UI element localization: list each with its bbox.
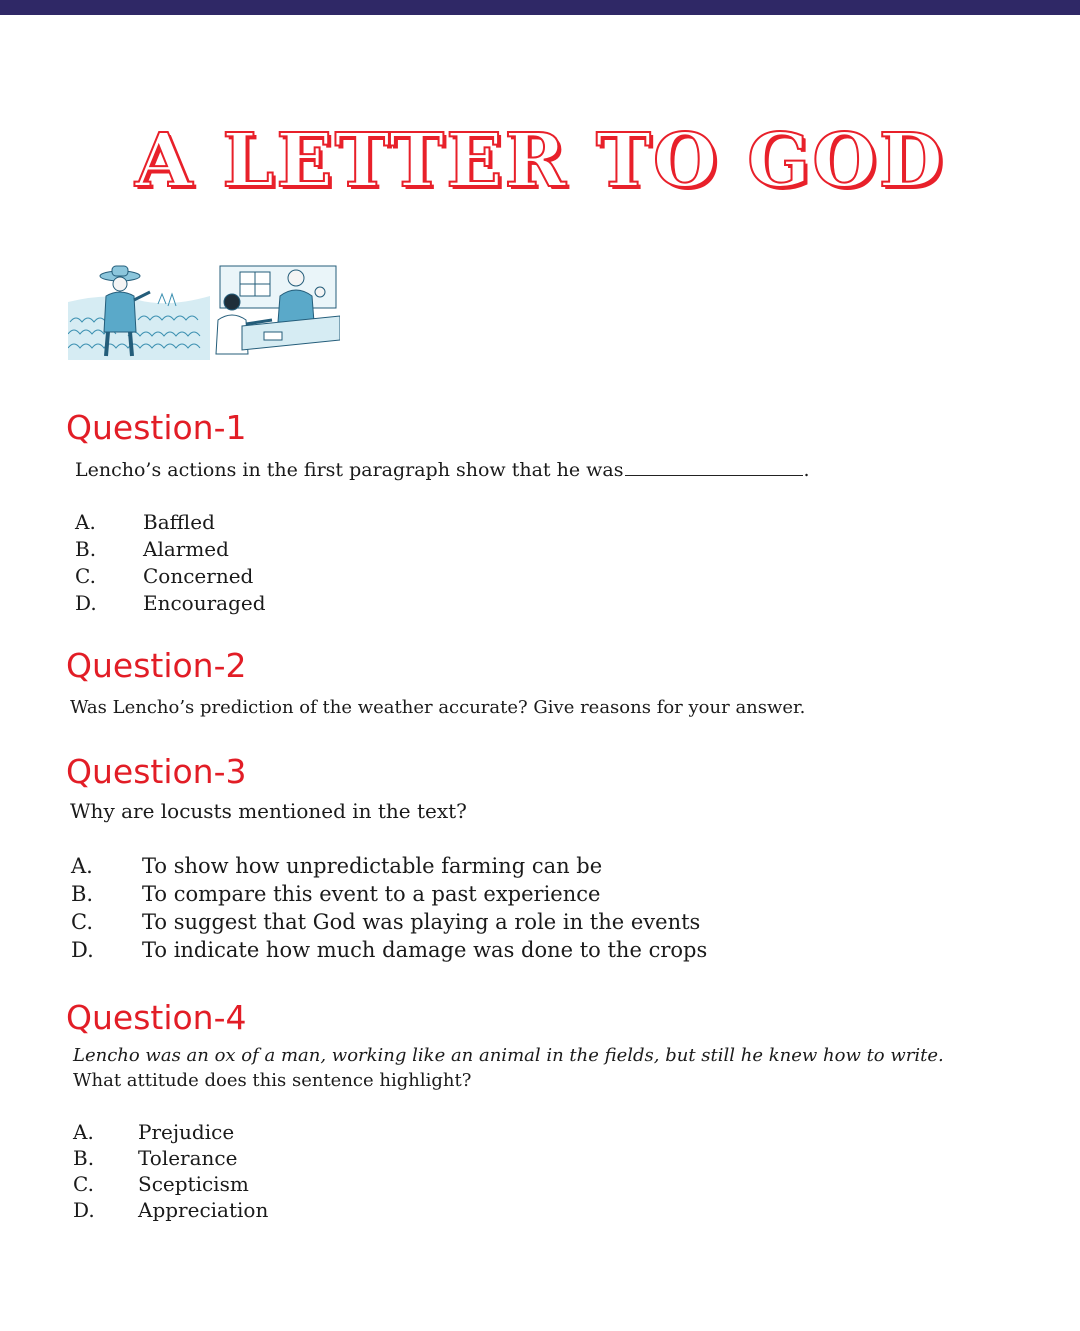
option-letter: A. — [73, 1120, 94, 1144]
option-text: Encouraged — [143, 591, 266, 615]
top-bar — [0, 0, 1080, 15]
option-text: Alarmed — [143, 537, 229, 561]
question-2-heading: Question-2 — [66, 646, 247, 685]
option-text: Tolerance — [138, 1146, 238, 1170]
option-letter: C. — [75, 564, 96, 588]
option-letter: D. — [73, 1198, 95, 1222]
option-letter: B. — [71, 882, 94, 906]
question-1-heading: Question-1 — [66, 408, 247, 447]
question-4-text: What attitude does this sentence highlight? — [73, 1070, 472, 1091]
farmer-in-field-illustration — [68, 262, 210, 360]
question-1-period: . — [803, 459, 810, 481]
question-1-text — [75, 459, 810, 481]
question-3-text: Why are locusts mentioned in the text? — [70, 799, 467, 823]
option-letter: C. — [73, 1172, 94, 1196]
option-letter: A. — [71, 854, 93, 878]
page-title: A LETTER TO GOD — [135, 118, 945, 204]
option-letter: B. — [75, 537, 97, 561]
option-text: Concerned — [143, 564, 254, 588]
question-4-quote: Lencho was an ox of a man, working like an animal in the fields, but still he knew how to write. — [73, 1045, 944, 1066]
question-4-heading: Question-4 — [66, 998, 247, 1037]
option-text: Baffled — [143, 510, 215, 534]
question-3-heading: Question-3 — [66, 752, 247, 791]
question-2-text: Was Lencho’s prediction of the weather accurate? Give reasons for your answer. — [70, 697, 806, 718]
option-text: To show how unpredictable farming can be — [142, 854, 603, 878]
option-text: To compare this event to a past experience — [142, 882, 601, 906]
option-letter: D. — [75, 591, 97, 615]
answer-blank — [625, 461, 803, 476]
option-letter: D. — [71, 938, 94, 962]
option-letter: B. — [73, 1146, 95, 1170]
option-text: Appreciation — [138, 1198, 269, 1222]
option-text: Scepticism — [138, 1172, 249, 1196]
option-text: Prejudice — [138, 1120, 235, 1144]
option-letter: C. — [71, 910, 93, 934]
post-office-counter-illustration — [212, 262, 340, 362]
option-text: To indicate how much damage was done to the crops — [142, 938, 708, 962]
option-text: To suggest that God was playing a role in the events — [142, 910, 701, 934]
question-1-prompt: Lencho’s actions in the first paragraph show that he was — [75, 459, 624, 481]
option-letter: A. — [75, 510, 96, 534]
